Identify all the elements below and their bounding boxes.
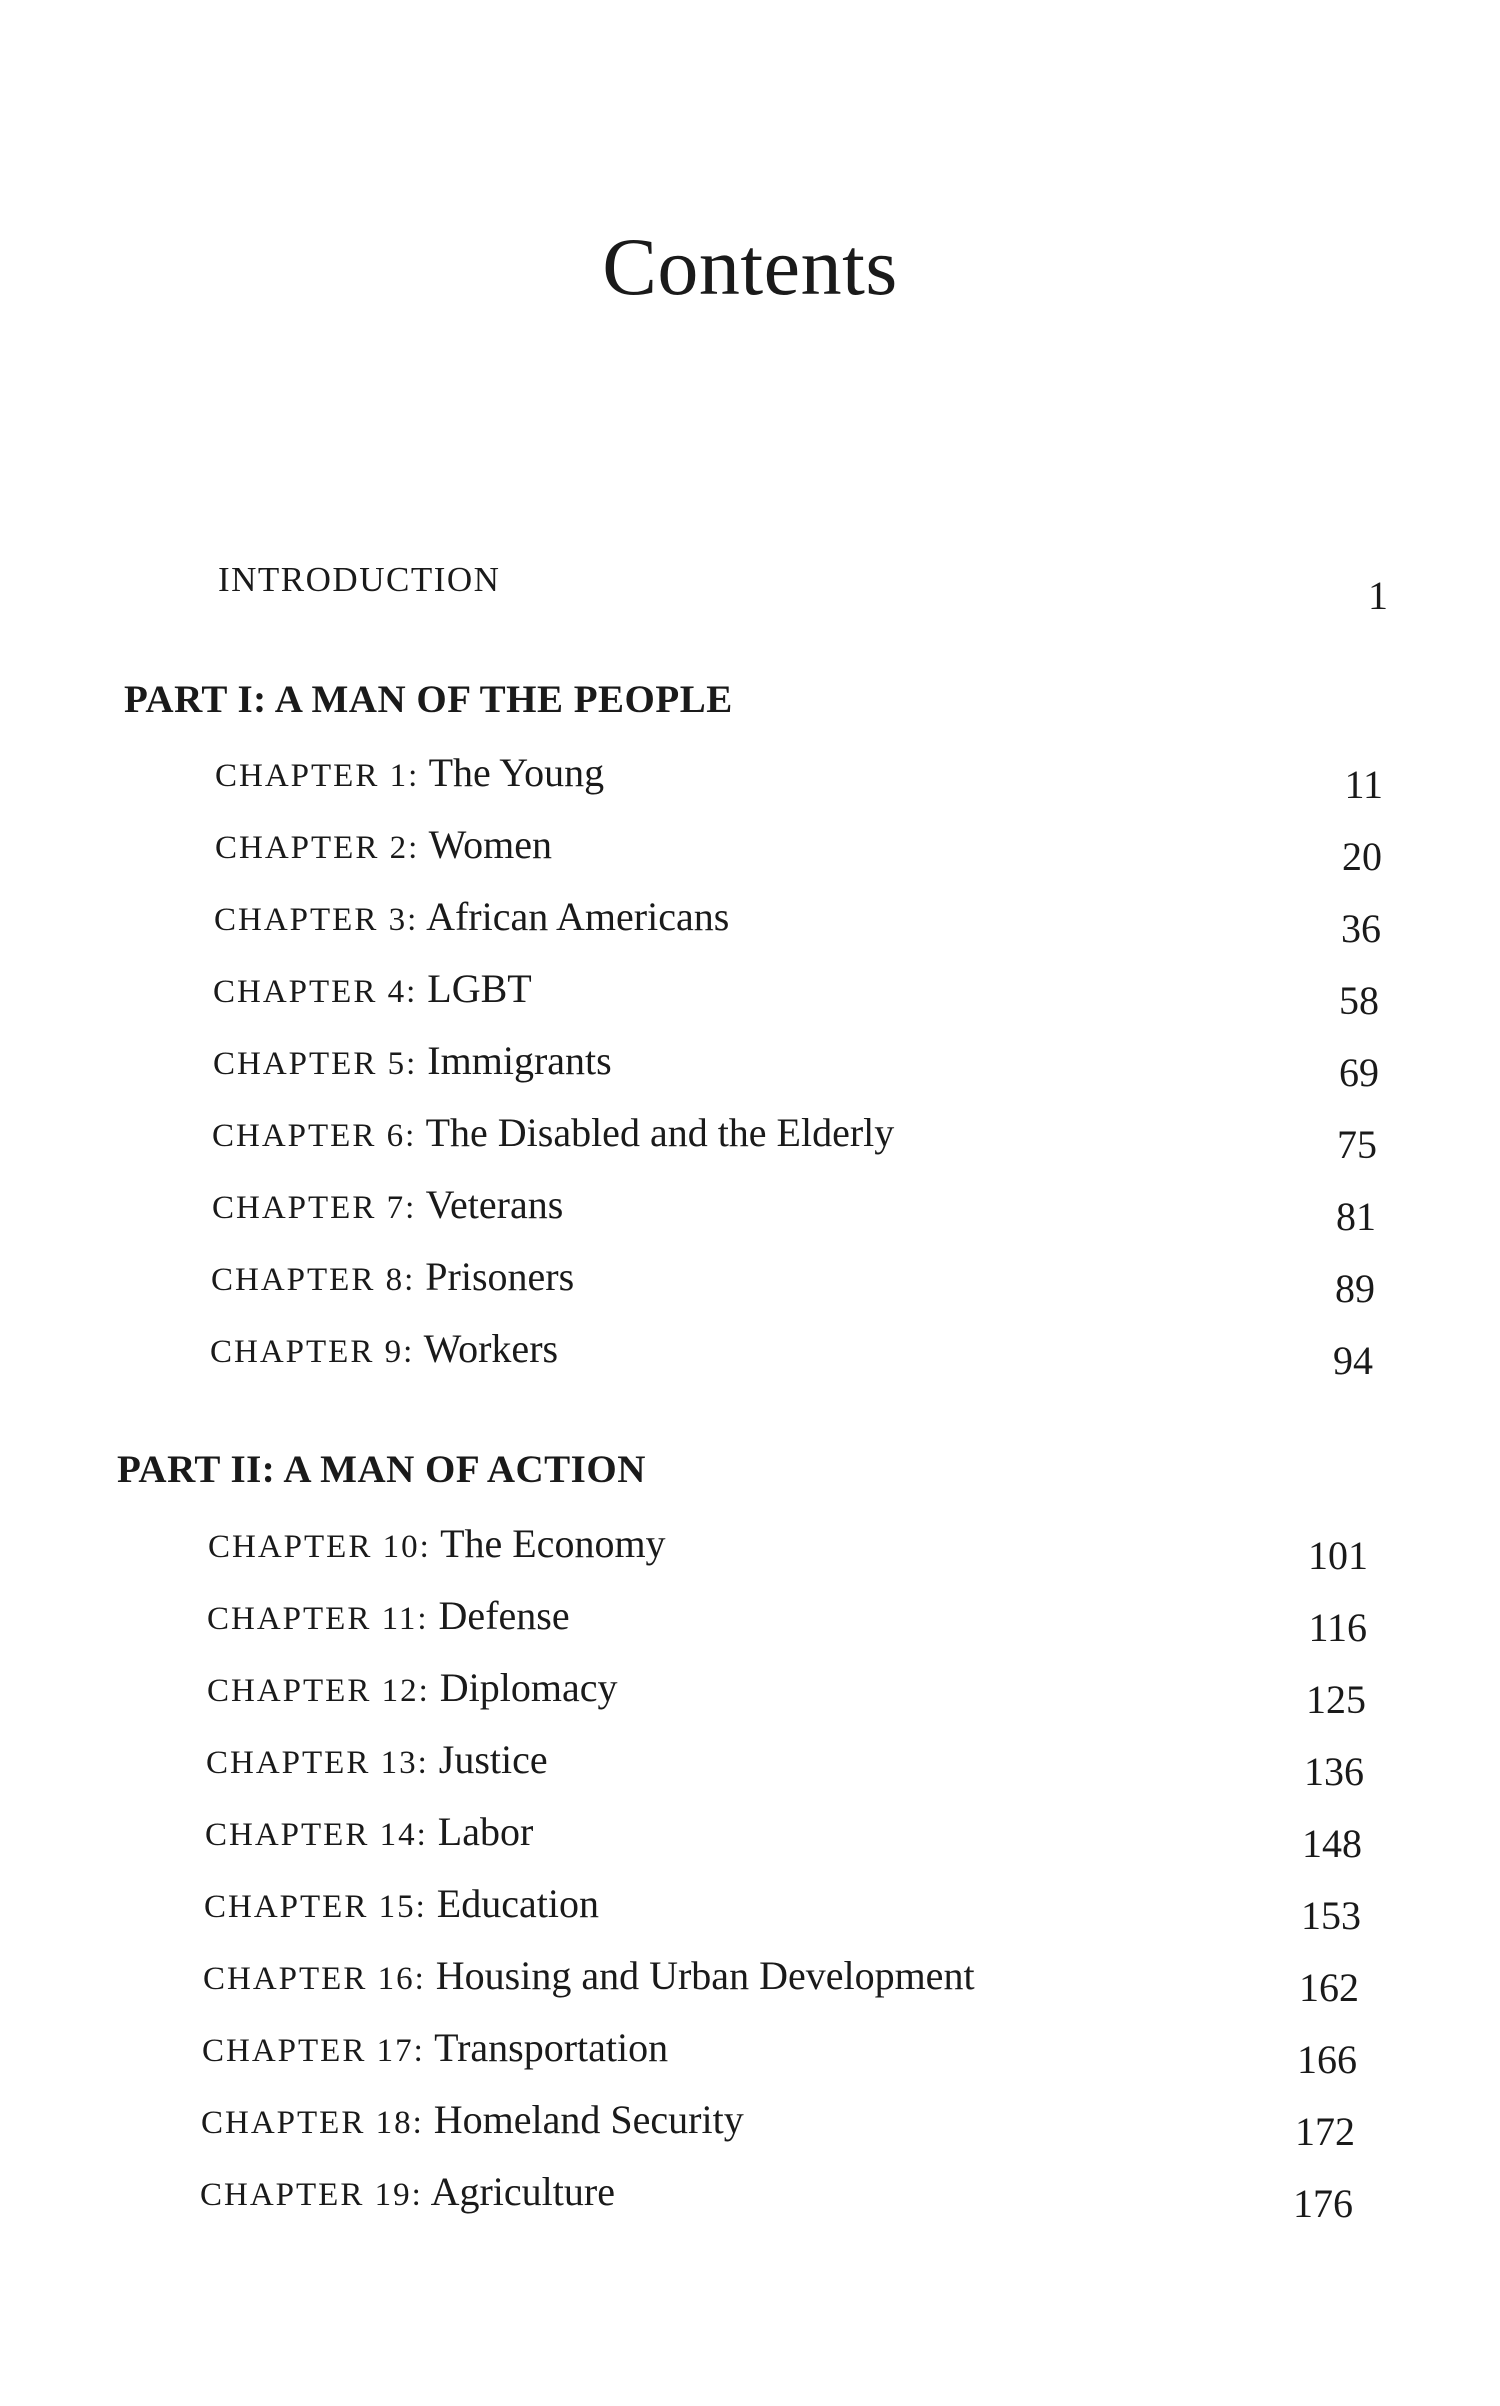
page-title: Contents: [602, 221, 898, 312]
chapter-title: Justice: [438, 1737, 548, 1782]
chapter-page-number: 36: [1341, 906, 1381, 951]
chapter-title: LGBT: [427, 966, 532, 1011]
chapter-label: [207, 1593, 570, 1638]
chapter-label: [212, 1182, 564, 1227]
chapter-title: Workers: [423, 1326, 559, 1371]
part-heading-1: PART I: A MAN OF THE PEOPLE: [124, 678, 733, 721]
chapter-page-number: 69: [1339, 1050, 1379, 1095]
chapter-page-number: 94: [1333, 1338, 1373, 1383]
toc-entry-chapter[interactable]: [207, 1665, 1377, 1738]
toc-entry-chapter[interactable]: [212, 1182, 1382, 1255]
toc-entry-chapter[interactable]: [207, 1593, 1377, 1666]
chapter-number: CHAPTER 6:: [212, 1118, 417, 1154]
chapter-number: CHAPTER 7:: [212, 1190, 417, 1226]
toc-entry-chapter[interactable]: [210, 1326, 1380, 1399]
chapter-title: Prisoners: [425, 1254, 575, 1299]
chapter-page-number: 20: [1342, 834, 1382, 879]
introduction-page-number: 1: [1368, 573, 1388, 618]
chapter-number: CHAPTER 10:: [208, 1529, 431, 1565]
chapter-page-number: 148: [1302, 1821, 1362, 1866]
chapter-label: [213, 1038, 612, 1083]
chapter-label: [203, 1953, 975, 1998]
chapter-label: [206, 1737, 548, 1782]
toc-entry-chapter[interactable]: [212, 1110, 1382, 1183]
chapter-title: African Americans: [426, 894, 730, 939]
chapter-page-number: 153: [1301, 1893, 1361, 1938]
chapter-title: The Economy: [440, 1521, 666, 1566]
chapter-number: CHAPTER 2:: [215, 830, 420, 866]
chapter-number: CHAPTER 14:: [205, 1817, 428, 1853]
toc-entry-chapter[interactable]: [206, 1737, 1376, 1810]
chapter-label: [208, 1521, 666, 1566]
chapter-page-number: 172: [1295, 2109, 1355, 2154]
chapter-page-number: 162: [1299, 1965, 1359, 2010]
part-heading-2: PART II: A MAN OF ACTION: [117, 1448, 646, 1491]
chapter-label: [202, 2025, 669, 2070]
chapter-label: [213, 966, 532, 1011]
chapter-number: CHAPTER 5:: [213, 1046, 418, 1082]
chapter-title: Veterans: [425, 1182, 564, 1227]
chapter-title: Homeland Security: [433, 2097, 744, 2142]
chapter-page-number: 136: [1304, 1749, 1364, 1794]
chapter-page-number: 166: [1297, 2037, 1357, 2082]
chapter-label: [215, 822, 552, 867]
chapter-label: [211, 1254, 575, 1299]
chapter-title: Education: [436, 1881, 599, 1926]
chapter-page-number: 11: [1344, 762, 1383, 807]
chapter-page-number: 89: [1335, 1266, 1375, 1311]
chapter-label: [214, 894, 730, 939]
chapter-page-number: 81: [1336, 1194, 1376, 1239]
chapter-title: Immigrants: [427, 1038, 612, 1083]
chapter-label: [201, 2097, 744, 2142]
chapter-title: Labor: [437, 1809, 534, 1854]
chapter-label: [205, 1809, 534, 1854]
chapter-title: Diplomacy: [439, 1665, 618, 1710]
chapter-page-number: 101: [1308, 1533, 1368, 1578]
chapter-page-number: 125: [1306, 1677, 1366, 1722]
chapter-title: Transportation: [434, 2025, 669, 2070]
chapter-number: CHAPTER 9:: [210, 1334, 415, 1370]
chapter-label: [200, 2169, 615, 2214]
toc-entry-chapter[interactable]: [211, 1254, 1381, 1327]
toc-entry-chapter[interactable]: [202, 2025, 1372, 2098]
chapter-title: Women: [428, 822, 552, 867]
chapter-number: CHAPTER 16:: [203, 1961, 426, 1997]
toc-entry-introduction[interactable]: [218, 562, 1388, 632]
chapter-title: Housing and Urban Development: [435, 1953, 975, 1998]
toc-entry-chapter[interactable]: [201, 2097, 1371, 2170]
chapter-label: [204, 1881, 599, 1926]
chapter-number: CHAPTER 19:: [200, 2177, 423, 2213]
chapter-number: CHAPTER 18:: [201, 2105, 424, 2141]
chapter-title: The Young: [428, 750, 605, 795]
chapter-number: CHAPTER 17:: [202, 2033, 425, 2069]
chapter-page-number: 58: [1339, 978, 1379, 1023]
toc-entry-chapter[interactable]: [200, 2169, 1370, 2242]
toc-entry-chapter[interactable]: [214, 894, 1384, 967]
toc-entry-chapter[interactable]: [215, 822, 1385, 895]
chapter-number: CHAPTER 4:: [213, 974, 418, 1010]
chapter-label: [210, 1326, 559, 1371]
chapter-page-number: 176: [1293, 2181, 1353, 2226]
chapter-label: [212, 1110, 895, 1155]
chapter-title: The Disabled and the Elderly: [425, 1110, 895, 1155]
chapter-number: CHAPTER 3:: [214, 902, 419, 938]
chapter-label: [215, 750, 605, 795]
toc-entry-chapter[interactable]: [208, 1521, 1378, 1594]
chapter-label: [207, 1665, 618, 1710]
toc-entry-chapter[interactable]: [205, 1809, 1375, 1882]
introduction-label: INTRODUCTION: [218, 560, 501, 599]
toc-entry-chapter[interactable]: [203, 1953, 1373, 2026]
chapter-number: CHAPTER 8:: [211, 1262, 416, 1298]
chapter-number: CHAPTER 11:: [207, 1601, 429, 1637]
chapter-number: CHAPTER 15:: [204, 1889, 427, 1925]
chapter-title: Defense: [438, 1593, 570, 1638]
chapter-number: CHAPTER 12:: [207, 1673, 430, 1709]
chapter-number: CHAPTER 1:: [215, 758, 420, 794]
chapter-page-number: 116: [1308, 1605, 1367, 1650]
toc-entry-chapter[interactable]: [204, 1881, 1374, 1954]
toc-entry-chapter[interactable]: [215, 750, 1385, 823]
chapter-number: CHAPTER 13:: [206, 1745, 429, 1781]
toc-entry-chapter[interactable]: [213, 1038, 1383, 1111]
chapter-page-number: 75: [1337, 1122, 1377, 1167]
chapter-title: Agriculture: [430, 2169, 615, 2214]
toc-entry-chapter[interactable]: [213, 966, 1383, 1039]
